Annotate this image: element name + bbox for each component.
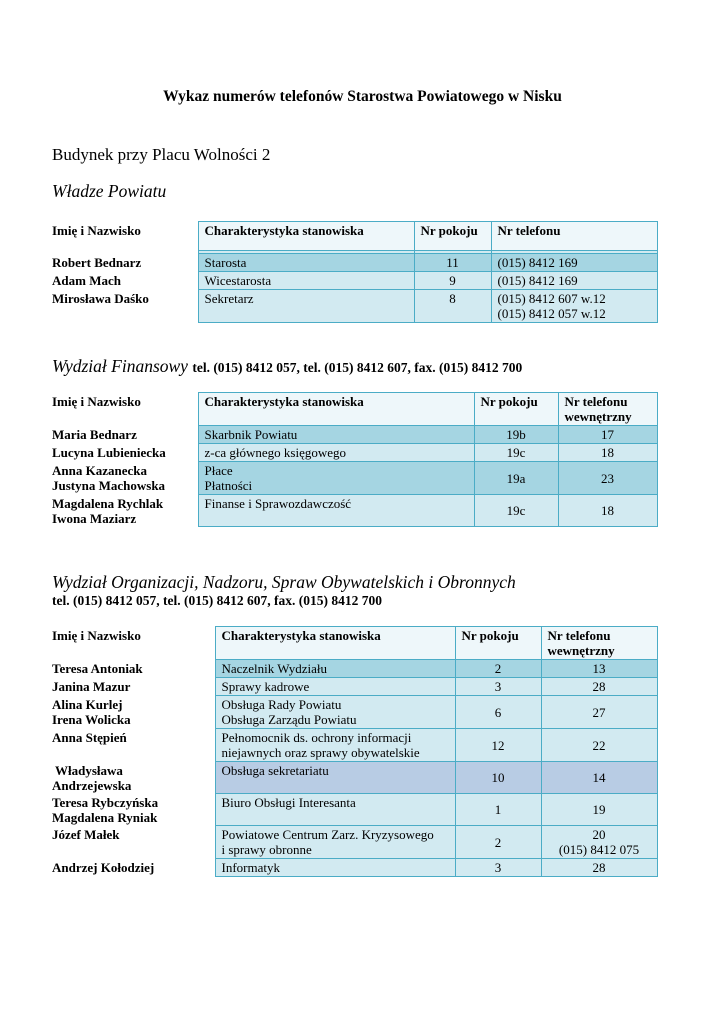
table-row bbox=[52, 678, 657, 696]
table-row bbox=[52, 444, 657, 462]
room-number: 3 bbox=[455, 859, 541, 877]
position-line-2: Płatności bbox=[204, 478, 253, 493]
room-number: 2 bbox=[455, 826, 541, 859]
room-number: 19a bbox=[474, 462, 558, 495]
person-name bbox=[52, 696, 215, 729]
room-number: 3 bbox=[455, 678, 541, 696]
person-name: Józef Małek bbox=[52, 826, 215, 859]
extension: 17 bbox=[558, 426, 657, 444]
header-position: Charakterystyka stanowiska bbox=[198, 222, 414, 251]
position-line-1: Powiatowe Centrum Zarz. Kryzysowego bbox=[221, 827, 434, 842]
room-number: 19b bbox=[474, 426, 558, 444]
position bbox=[215, 826, 455, 859]
position-line-1: Pełnomocnik ds. ochrony informacji bbox=[221, 730, 412, 745]
section-heading-wladze bbox=[52, 181, 166, 202]
person-name: Robert Bednarz bbox=[52, 254, 198, 272]
extension-line-1: 20 bbox=[592, 827, 606, 842]
person-name: Maria Bednarz bbox=[52, 426, 198, 444]
header-phone-line-1: Nr telefonu bbox=[564, 394, 628, 409]
header-phone-line-2: wewnętrzny bbox=[547, 643, 615, 658]
table-row bbox=[52, 290, 657, 323]
person-name: Teresa Antoniak bbox=[52, 660, 215, 678]
table-row bbox=[52, 495, 657, 527]
position-line-1: Obsługa Rady Powiatu bbox=[221, 697, 342, 712]
position: Biuro Obsługi Interesanta bbox=[215, 794, 455, 826]
section-title: Władze Powiatu bbox=[52, 181, 167, 201]
table-row bbox=[52, 462, 657, 495]
extension: 28 bbox=[541, 678, 657, 696]
room-number: 11 bbox=[414, 254, 491, 272]
section-title: Wydział Finansowy bbox=[52, 356, 188, 376]
extension: 18 bbox=[558, 495, 657, 527]
building-address: Budynek przy Placu Wolności 2 bbox=[52, 145, 271, 164]
position: Starosta bbox=[198, 254, 414, 272]
extension: 22 bbox=[541, 729, 657, 762]
extension: 18 bbox=[558, 444, 657, 462]
person-name: Adam Mach bbox=[52, 272, 198, 290]
table-wydzial-organizacji bbox=[52, 626, 658, 877]
position: Wicestarosta bbox=[198, 272, 414, 290]
header-name: Imię i Nazwisko bbox=[52, 627, 215, 660]
table-row bbox=[52, 426, 657, 444]
extension: 28 bbox=[541, 859, 657, 877]
header-phone bbox=[558, 393, 657, 426]
table-row bbox=[52, 696, 657, 729]
header-name: Imię i Nazwisko bbox=[52, 222, 198, 251]
header-name: Imię i Nazwisko bbox=[52, 393, 198, 426]
room-number: 9 bbox=[414, 272, 491, 290]
person-name-2: Justyna Machowska bbox=[52, 477, 166, 493]
room-number: 6 bbox=[455, 696, 541, 729]
section-contact: tel. (015) 8412 057, tel. (015) 8412 607, fax. (015) 8412 700 bbox=[192, 360, 523, 375]
person-name-1: Magdalena Rychlak bbox=[52, 495, 164, 511]
position: z-ca głównego księgowego bbox=[198, 444, 474, 462]
person-name-1: Alina Kurlej bbox=[52, 696, 123, 712]
position-line-2: i sprawy obronne bbox=[221, 842, 312, 857]
header-position: Charakterystyka stanowiska bbox=[215, 627, 455, 660]
header-room: Nr pokoju bbox=[414, 222, 491, 251]
section-contact: tel. (015) 8412 057, tel. (015) 8412 607, fax. (015) 8412 700 bbox=[52, 593, 382, 608]
position: Skarbnik Powiatu bbox=[198, 426, 474, 444]
position bbox=[215, 696, 455, 729]
position: Sekretarz bbox=[198, 290, 414, 323]
table-row bbox=[52, 254, 657, 272]
extension: 13 bbox=[541, 660, 657, 678]
person-name-2: Iwona Maziarz bbox=[52, 510, 137, 526]
extension bbox=[541, 826, 657, 859]
extension: 19 bbox=[541, 794, 657, 826]
position bbox=[198, 462, 474, 495]
person-name-1: Władysława bbox=[52, 762, 123, 778]
header-phone bbox=[541, 627, 657, 660]
position-line-2: Obsługa Zarządu Powiatu bbox=[221, 712, 357, 727]
phone-number: (015) 8412 169 bbox=[491, 272, 657, 290]
extension: 23 bbox=[558, 462, 657, 495]
person-name bbox=[52, 462, 198, 495]
table-row bbox=[52, 859, 657, 877]
header-room: Nr pokoju bbox=[474, 393, 558, 426]
person-name: Andrzej Kołodziej bbox=[52, 859, 215, 877]
extension: 27 bbox=[541, 696, 657, 729]
table-wladze-powiatu bbox=[52, 221, 658, 323]
person-name bbox=[52, 794, 215, 826]
extension: 14 bbox=[541, 762, 657, 794]
header-phone: Nr telefonu bbox=[491, 222, 657, 251]
position: Sprawy kadrowe bbox=[215, 678, 455, 696]
position: Finanse i Sprawozdawczość bbox=[198, 495, 474, 527]
extension-line-2: (015) 8412 075 bbox=[558, 842, 640, 857]
room-number: 2 bbox=[455, 660, 541, 678]
room-number: 1 bbox=[455, 794, 541, 826]
table-row bbox=[52, 660, 657, 678]
room-number: 12 bbox=[455, 729, 541, 762]
header-position: Charakterystyka stanowiska bbox=[198, 393, 474, 426]
position-line-1: Płace bbox=[204, 463, 233, 478]
position: Informatyk bbox=[215, 859, 455, 877]
person-name bbox=[52, 495, 198, 527]
phone-number bbox=[491, 290, 657, 323]
section-heading-finansowy bbox=[52, 356, 522, 377]
header-phone-line-2: wewnętrzny bbox=[564, 409, 632, 424]
section-title: Wydział Organizacji, Nadzoru, Spraw Obywatelskich i Obronnych bbox=[52, 572, 516, 592]
person-name bbox=[52, 762, 215, 794]
person-name-1: Anna Kazanecka bbox=[52, 462, 147, 478]
phone-line-2: (015) 8412 057 w.12 bbox=[497, 306, 606, 321]
person-name: Janina Mazur bbox=[52, 678, 215, 696]
table-row bbox=[52, 272, 657, 290]
room-number: 8 bbox=[414, 290, 491, 323]
table-row bbox=[52, 729, 657, 762]
position-line-2: niejawnych oraz sprawy obywatelskie bbox=[221, 745, 420, 760]
room-number: 19c bbox=[474, 444, 558, 462]
table-row bbox=[52, 762, 657, 794]
room-number: 19c bbox=[474, 495, 558, 527]
position bbox=[215, 729, 455, 762]
position: Obsługa sekretariatu bbox=[215, 762, 455, 794]
person-name: Lucyna Lubieniecka bbox=[52, 444, 198, 462]
room-number: 10 bbox=[455, 762, 541, 794]
person-name-2: Andrzejewska bbox=[52, 777, 132, 793]
header-room: Nr pokoju bbox=[455, 627, 541, 660]
person-name: Mirosława Daśko bbox=[52, 290, 198, 323]
person-name-2: Irena Wolicka bbox=[52, 711, 131, 727]
table-row bbox=[52, 826, 657, 859]
phone-number: (015) 8412 169 bbox=[491, 254, 657, 272]
position: Naczelnik Wydziału bbox=[215, 660, 455, 678]
person-name-1: Teresa Rybczyńska bbox=[52, 794, 159, 810]
table-wydzial-finansowy bbox=[52, 392, 658, 527]
header-phone-line-1: Nr telefonu bbox=[547, 628, 611, 643]
table-row bbox=[52, 794, 657, 826]
person-name-2: Magdalena Ryniak bbox=[52, 809, 158, 825]
phone-line-1: (015) 8412 607 w.12 bbox=[497, 291, 606, 306]
section-heading-organizacji bbox=[52, 572, 516, 593]
page-title: Wykaz numerów telefonów Starostwa Powiatowego w Nisku bbox=[163, 88, 562, 105]
person-name: Anna Stępień bbox=[52, 729, 215, 762]
